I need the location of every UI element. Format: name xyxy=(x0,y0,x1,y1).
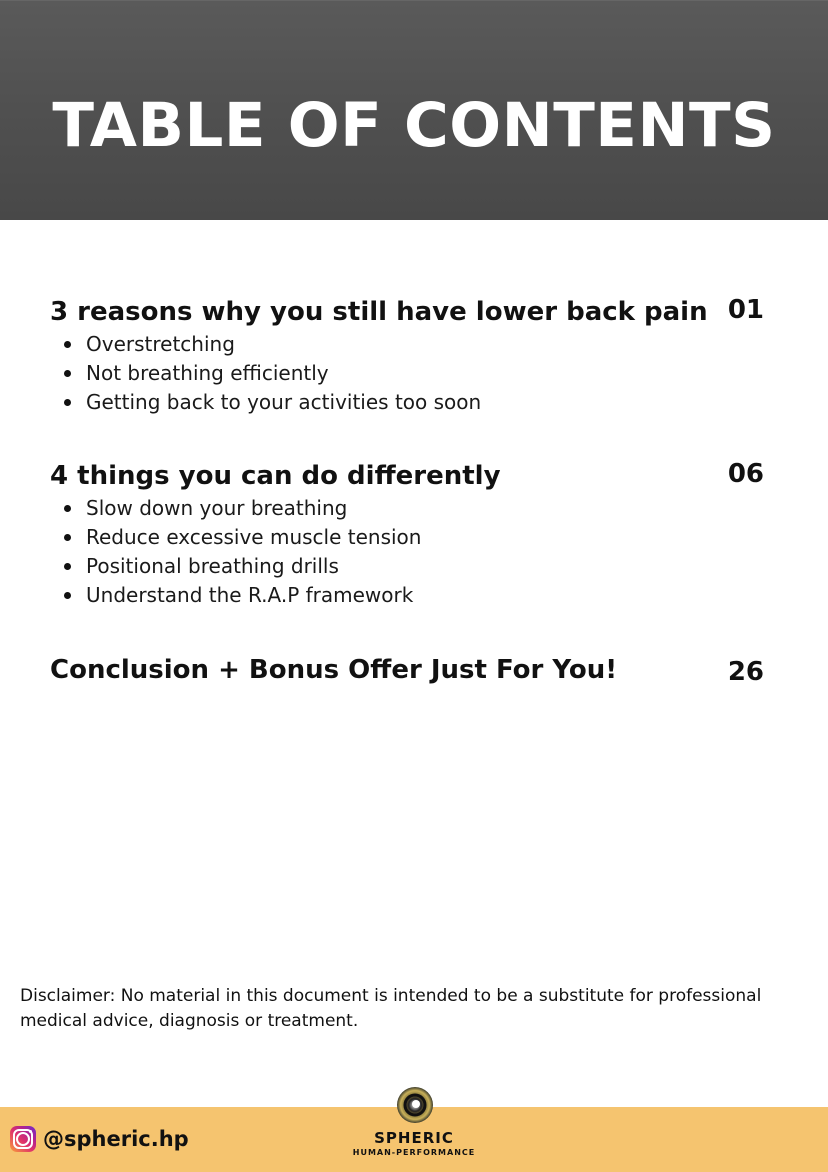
toc-page-number: 06 xyxy=(727,459,764,489)
brand-name: SPHERIC xyxy=(374,1129,454,1147)
bullet-icon xyxy=(64,563,71,570)
bullet-icon xyxy=(64,370,71,377)
bullet-icon xyxy=(64,534,71,541)
toc-bullet-item xyxy=(50,330,770,359)
bullet-text: Understand the R.A.P framework xyxy=(86,583,414,607)
social-handle[interactable]: @spheric.hp xyxy=(43,1127,189,1151)
bullet-text: Overstretching xyxy=(86,332,235,356)
toc-bullet-item xyxy=(50,552,770,581)
page-title: TABLE OF CONTENTS xyxy=(52,90,776,161)
bullet-text: Not breathing efficiently xyxy=(86,361,329,385)
bullet-text: Reduce excessive muscle tension xyxy=(86,525,422,549)
toc-bullet-item xyxy=(50,359,770,388)
bullet-text: Slow down your breathing xyxy=(86,496,348,520)
toc-section-title: 3 reasons why you still have lower back pain xyxy=(50,297,708,327)
bullet-icon xyxy=(64,341,71,348)
toc-section-3 xyxy=(50,654,770,688)
toc-bullet-item xyxy=(50,581,770,610)
toc-page-number: 26 xyxy=(727,657,764,687)
bullet-icon xyxy=(64,592,71,599)
toc-section-header xyxy=(50,296,770,330)
toc-section-header xyxy=(50,460,770,494)
toc-section-title: Conclusion + Bonus Offer Just For You! xyxy=(50,655,618,685)
bullet-text: Getting back to your activities too soon xyxy=(86,390,482,414)
toc-bullet-item xyxy=(50,523,770,552)
bullet-icon xyxy=(64,399,71,406)
instagram-icon[interactable] xyxy=(10,1126,36,1152)
toc-bullet-item xyxy=(50,494,770,523)
bullet-icon xyxy=(64,505,71,512)
toc-section-header xyxy=(50,654,770,688)
toc-bullet-item xyxy=(50,388,770,417)
brand-tagline: HUMAN-PERFORMANCE xyxy=(352,1148,476,1157)
toc-page-number: 01 xyxy=(727,295,764,325)
page-header xyxy=(0,0,828,220)
toc-section-1 xyxy=(50,296,770,417)
toc-bullet-list xyxy=(50,494,770,610)
bullet-text: Positional breathing drills xyxy=(86,554,339,578)
disclaimer-text: Disclaimer: No material in this document is intended to be a substitute for professional medical advice, diagnosis or treatment. xyxy=(20,986,762,1031)
toc-section-2 xyxy=(50,460,770,610)
toc-section-title: 4 things you can do differently xyxy=(50,461,501,491)
toc-bullet-list xyxy=(50,330,770,417)
spheric-logo-icon xyxy=(395,1085,435,1125)
